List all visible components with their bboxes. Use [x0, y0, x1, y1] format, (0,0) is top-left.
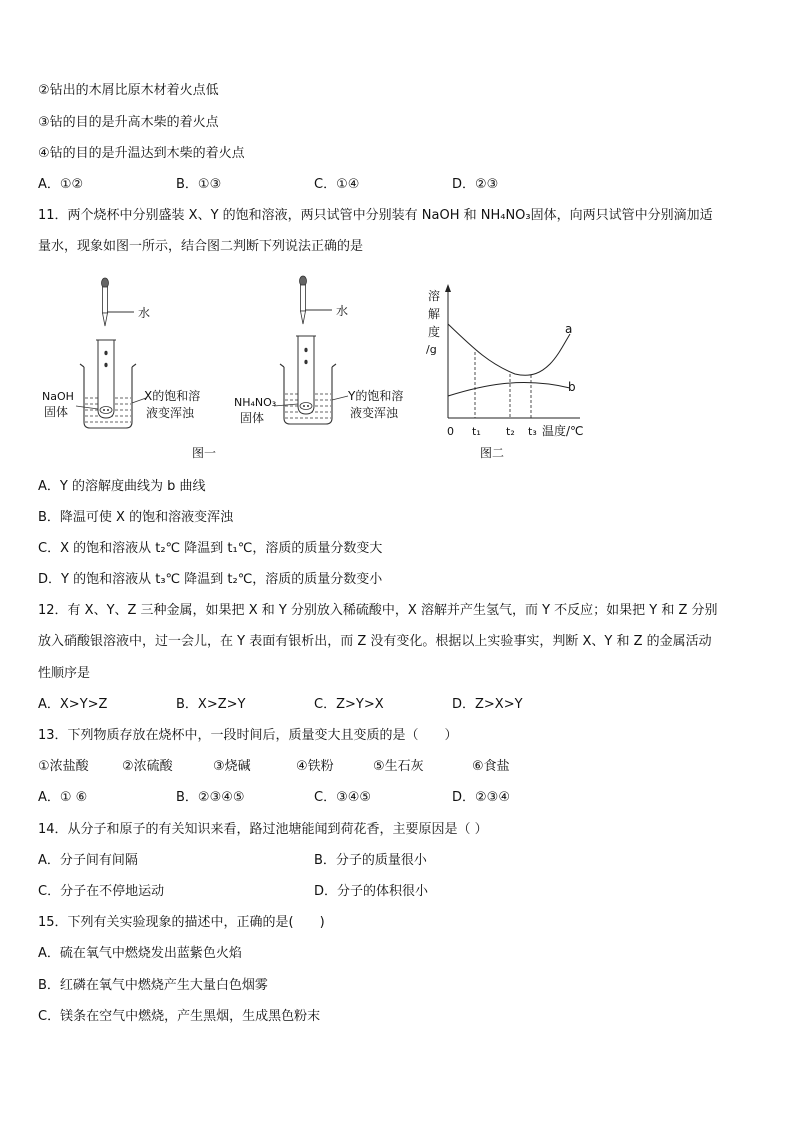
- q12-stem-line3: 性顺序是: [38, 666, 91, 681]
- q15-option-a: A．硫在氧气中燃烧发出蓝紫色火焰: [38, 946, 242, 961]
- tick-t3: t₃: [528, 425, 537, 438]
- left-solution-label-2: 液变浑浊: [146, 406, 195, 420]
- left-dropper: [102, 278, 109, 326]
- ylabel-char-1: 溶: [428, 289, 441, 303]
- q11-option-d: D．Y 的饱和溶液从 t₃℃ 降温到 t₂℃，溶质的质量分数变小: [38, 572, 383, 587]
- right-solid-label-1: NH₄NO₃: [234, 396, 277, 409]
- ylabel-char-3: 度: [428, 325, 441, 339]
- q12-option-d: D．Z>X>Y: [452, 697, 523, 712]
- q14-option-c: C．分子在不停地运动: [38, 884, 165, 899]
- origin-label: 0: [447, 425, 454, 438]
- right-solution-label-2: 液变浑浊: [350, 406, 399, 420]
- figure-2-solubility-chart: [420, 278, 600, 465]
- q14-stem: 14．从分子和原子的有关知识来看，路过池塘能闻到荷花香，主要原因是（ ）: [38, 822, 488, 837]
- left-solid-label-1: NaOH: [42, 390, 74, 403]
- ylabel-char-2: 解: [428, 307, 441, 321]
- q12-option-b: B．X>Z>Y: [176, 697, 246, 712]
- q10-option-b: B．①③: [176, 177, 222, 192]
- right-dropper: [300, 276, 307, 324]
- right-solution-label-1: Y的饱和溶: [348, 389, 404, 403]
- q13-item-4: ④铁粉: [296, 759, 334, 774]
- q10-option-c: C．①④: [314, 177, 360, 192]
- ylabel-char-4: /g: [426, 343, 437, 356]
- q11-option-a: A．Y 的溶解度曲线为 b 曲线: [38, 479, 206, 494]
- right-water-label: 水: [336, 304, 349, 318]
- q11-option-c: C．X 的饱和溶液从 t₂℃ 降温到 t₁℃，溶质的质量分数变大: [38, 541, 383, 556]
- q14-option-b: B．分子的质量很小: [314, 853, 427, 868]
- left-solid-label-2: 固体: [44, 405, 69, 419]
- figure-2-caption: 图二: [480, 446, 505, 460]
- q13-option-b: B．②③④⑤: [176, 790, 245, 805]
- q13-item-6: ⑥食盐: [472, 759, 510, 774]
- right-solid-label-2: 固体: [240, 411, 265, 425]
- right-test-tube: [296, 336, 316, 414]
- q13-item-1: ①浓盐酸: [38, 759, 89, 774]
- q11-stem-line2: 量水，现象如图一所示，结合图二判断下列说法正确的是: [38, 239, 364, 254]
- q15-stem: 15．下列有关实验现象的描述中，正确的是( ): [38, 915, 325, 930]
- q10-item-3: ③钻的目的是升高木柴的着火点: [38, 115, 219, 130]
- q12-stem-line2: 放入硝酸银溶液中，过一会儿，在 Y 表面有银析出，而 Z 没有变化。根据以上实验事实，判断 X、Y 和 Z 的金属活动: [38, 634, 712, 649]
- q13-stem: 13．下列物质存放在烧杯中，一段时间后，质量变大且变质的是（ ）: [38, 728, 458, 743]
- tick-t2: t₂: [506, 425, 515, 438]
- q10-option-a: A．①②: [38, 177, 84, 192]
- q10-option-d: D．②③: [452, 177, 499, 192]
- q14-option-d: D．分子的体积很小: [314, 884, 429, 899]
- q13-option-d: D．②③④: [452, 790, 510, 805]
- q12-option-c: C．Z>Y>X: [314, 697, 384, 712]
- left-test-tube: [96, 340, 116, 418]
- xlabel: 温度/℃: [542, 424, 584, 438]
- q15-option-b: B．红磷在氧气中燃烧产生大量白色烟雾: [38, 978, 268, 993]
- q14-option-a: A．分子间有间隔: [38, 853, 138, 868]
- q12-stem-line1: 12．有 X、Y、Z 三种金属，如果把 X 和 Y 分别放入稀硫酸中，X 溶解并产生氢气，而 Y 不反应；如果把 Y 和 Z 分别: [38, 603, 718, 618]
- tick-t1: t₁: [472, 425, 481, 438]
- q12-option-a: A．X>Y>Z: [38, 697, 108, 712]
- q11-stem-line1: 11．两个烧杯中分别盛装 X、Y 的饱和溶液，两只试管中分别装有 NaOH 和 NH₄NO₃固体，向两只试管中分别滴加适: [38, 208, 713, 223]
- q13-item-5: ⑤生石灰: [373, 759, 424, 774]
- q10-item-2: ②钻出的木屑比原木材着火点低: [38, 83, 219, 98]
- q13-option-a: A．① ⑥: [38, 790, 88, 805]
- q13-item-2: ②浓硫酸: [122, 759, 173, 774]
- q11-option-b: B．降温可使 X 的饱和溶液变浑浊: [38, 510, 234, 525]
- q13-item-3: ③烧碱: [213, 759, 251, 774]
- curve-a: [448, 322, 573, 375]
- curve-a-label: a: [565, 322, 573, 336]
- y-axis: [445, 284, 451, 418]
- q15-option-c: C．镁条在空气中燃烧，产生黑烟，生成黑色粉末: [38, 1009, 321, 1024]
- curve-b-label: b: [568, 380, 576, 394]
- figure-1-caption: 图一: [192, 446, 217, 460]
- left-water-label: 水: [138, 306, 151, 320]
- left-solution-label-1: X的饱和溶: [144, 389, 201, 403]
- curve-b: [448, 383, 570, 396]
- q10-item-4: ④钻的目的是升温达到木柴的着火点: [38, 146, 245, 161]
- q13-option-c: C．③④⑤: [314, 790, 372, 805]
- figure-1-diagram: [36, 270, 416, 465]
